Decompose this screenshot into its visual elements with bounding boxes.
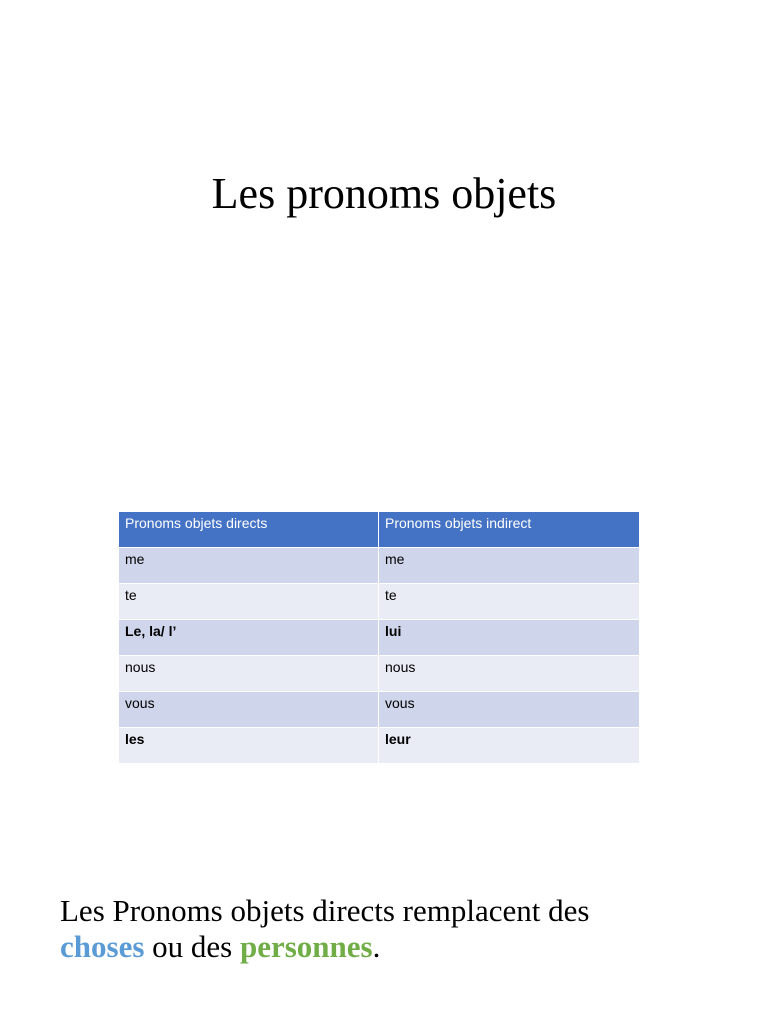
cell-indirect: nous: [379, 656, 640, 692]
slide-title: Les pronoms objets: [211, 169, 557, 218]
definition-line1: Les Pronoms objets directs remplacent des: [60, 893, 590, 928]
table-row: [119, 692, 640, 728]
cell-direct: te: [119, 584, 379, 620]
header-indirect: Pronoms objets indirect: [379, 512, 640, 548]
cell-indirect: te: [379, 584, 640, 620]
definition-end: .: [372, 929, 381, 964]
cell-indirect: leur: [379, 728, 640, 764]
cell-direct: nous: [119, 656, 379, 692]
cell-indirect: lui: [379, 620, 640, 656]
definition-text: [60, 893, 740, 965]
cell-direct: les: [119, 728, 379, 764]
cell-direct: vous: [119, 692, 379, 728]
cell-indirect: me: [379, 548, 640, 584]
table-header-row: [119, 512, 640, 548]
cell-indirect: vous: [379, 692, 640, 728]
word-choses: choses: [60, 929, 145, 964]
table-row: [119, 656, 640, 692]
table-row: [119, 584, 640, 620]
word-personnes: personnes: [239, 929, 373, 964]
definition-middle: ou des: [144, 929, 240, 964]
table-row: [119, 728, 640, 764]
header-direct: Pronoms objets directs: [119, 512, 379, 548]
cell-direct: me: [119, 548, 379, 584]
table-row: [119, 620, 640, 656]
table-row: [119, 548, 640, 584]
cell-direct: Le, la/ l’: [119, 620, 379, 656]
pronoun-table: [118, 511, 640, 764]
